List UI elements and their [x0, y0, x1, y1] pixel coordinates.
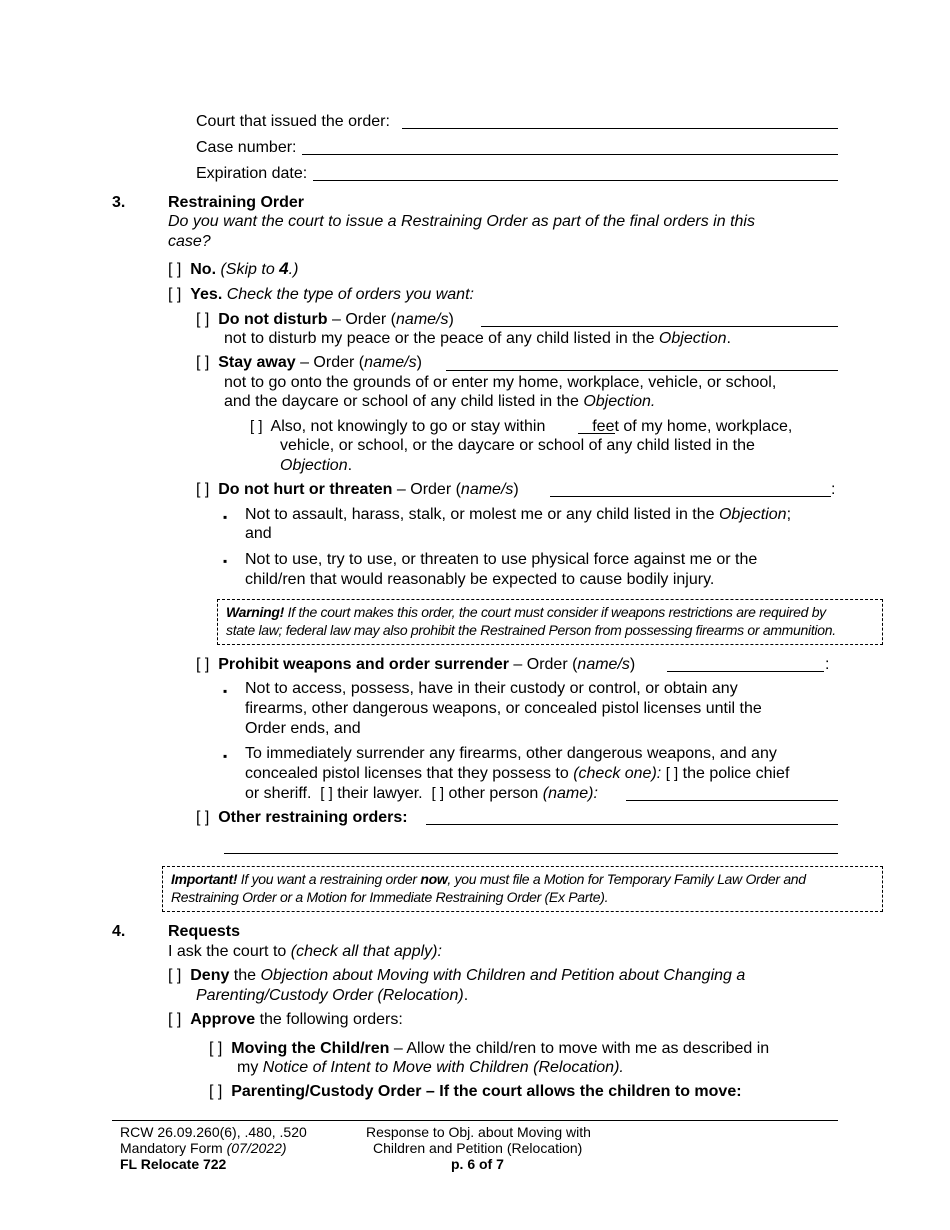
bullet-icon: ▪ — [223, 554, 228, 568]
do-not-hurt-colon: : — [831, 481, 836, 498]
approve-label: Approve — [190, 1011, 256, 1028]
parenting-order-option: [ ] Parenting/Custody Order – If the court allows the children to move: — [209, 1083, 742, 1100]
expiration-label: Expiration date: — [196, 165, 308, 182]
hurt-bullet-1-cont: and — [245, 525, 272, 542]
expiration-field[interactable] — [313, 180, 838, 181]
do-not-disturb-checkbox[interactable]: [ ] — [196, 311, 210, 328]
case-number-field[interactable] — [302, 154, 838, 155]
also-feet-field[interactable] — [578, 433, 615, 434]
no-checkbox[interactable]: [ ] — [168, 261, 182, 278]
other-person-name-field[interactable] — [626, 800, 838, 801]
no-note: (Skip to 4.) — [220, 259, 299, 278]
section-3-number: 3. — [112, 194, 126, 211]
weapons-bullet-1-end: Order ends, and — [245, 720, 361, 737]
do-not-disturb-label: Do not disturb — [218, 311, 328, 328]
stay-away-desc: not to go onto the grounds of or enter my home, workplace, vehicle, or school, — [224, 374, 777, 391]
hurt-bullet-2: Not to use, try to use, or threaten to use physical force against me or the — [245, 551, 758, 568]
moving-children-cont: my Notice of Intent to Move with Children (Relocation). — [237, 1059, 624, 1076]
also-checkbox[interactable]: [ ] — [250, 418, 263, 435]
do-not-disturb-option: [ ] Do not disturb – Order (name/s) — [196, 311, 454, 328]
police-chief-checkbox[interactable]: [ ] — [665, 765, 679, 782]
approve-checkbox[interactable]: [ ] — [168, 1011, 182, 1028]
court-field[interactable] — [402, 128, 838, 129]
section-3-title: Restraining Order — [168, 194, 305, 211]
important-box: Important! If you want a restraining order now, you must file a Motion for Temporary Family Law Order and Restraining Order or a Motion for Immediate Restraining Order (Ex Parte). — [162, 866, 883, 912]
weapons-bullet-1: Not to access, possess, have in their custody or control, or obtain any — [245, 680, 738, 697]
stay-away-checkbox[interactable]: [ ] — [196, 354, 210, 371]
parenting-order-checkbox[interactable]: [ ] — [209, 1083, 223, 1100]
also-desc-end: Objection. — [280, 457, 353, 474]
stay-away-label: Stay away — [218, 354, 296, 371]
weapons-bullet-2-cont: concealed pistol licenses that they possess to (check one): [ ] the police chief — [245, 765, 790, 782]
other-restraining-field-2[interactable] — [224, 853, 838, 854]
do-not-hurt-name-field[interactable] — [550, 496, 831, 497]
section-4-title: Requests — [168, 923, 241, 940]
footer-page-number: p. 6 of 7 — [451, 1156, 504, 1172]
footer-title-cont: Children and Petition (Relocation) — [373, 1140, 583, 1156]
yes-checkbox[interactable]: [ ] — [168, 286, 182, 303]
footer-rcw: RCW 26.09.260(6), .480, .520 — [120, 1124, 307, 1140]
other-restraining-option — [196, 808, 408, 828]
do-not-disturb-desc: not to disturb my peace or the peace of any child listed in the Objection. — [224, 330, 731, 347]
yes-option — [168, 285, 474, 305]
deny-checkbox[interactable]: [ ] — [168, 967, 182, 984]
bullet-icon: ▪ — [223, 749, 228, 763]
footer-form-id: FL Relocate 722 — [120, 1156, 227, 1172]
also-desc-cont: vehicle, or school, or the daycare or school of any child listed in the — [280, 437, 755, 454]
approve-option: [ ] Approve the following orders: — [168, 1011, 403, 1028]
do-not-hurt-option: [ ] Do not hurt or threaten – Order (name/s) — [196, 481, 519, 498]
yes-note: Check the type of orders you want: — [226, 286, 474, 303]
important-label: Important! — [171, 871, 238, 887]
also-option: [ ] Also, not knowingly to go or stay within feet of my home, workplace, — [250, 418, 793, 435]
prohibit-weapons-option: [ ] Prohibit weapons and order surrender – Order (name/s) — [196, 656, 636, 673]
warning-box: Warning! If the court makes this order, the court must consider if weapons restrictions are required by state law; federal law may also prohibit the Restrained Person from possessing firearms or ammunition. — [217, 599, 883, 645]
case-number-label: Case number: — [196, 139, 297, 156]
weapons-bullet-2: To immediately surrender any firearms, other dangerous weapons, and any — [245, 745, 777, 762]
deny-option-cont: Parenting/Custody Order (Relocation). — [196, 987, 469, 1004]
stay-away-name-field[interactable] — [446, 370, 838, 371]
deny-label: Deny — [190, 967, 230, 984]
moving-children-label: Moving the Child/ren — [231, 1040, 390, 1057]
do-not-hurt-label: Do not hurt or threaten — [218, 481, 393, 498]
prohibit-weapons-checkbox[interactable]: [ ] — [196, 656, 210, 673]
weapons-bullet-1-cont: firearms, other dangerous weapons, or concealed pistol licenses until the — [245, 700, 762, 717]
stay-away-option: [ ] Stay away – Order (name/s) — [196, 354, 422, 371]
stay-away-desc-cont: and the daycare or school of any child listed in the Objection. — [224, 393, 656, 410]
do-not-hurt-checkbox[interactable]: [ ] — [196, 481, 210, 498]
prohibit-weapons-label: Prohibit weapons and order surrender — [218, 656, 509, 673]
footer-mandatory: Mandatory Form (07/2022) — [120, 1140, 287, 1156]
bullet-icon: ▪ — [223, 510, 228, 524]
prohibit-weapons-colon: : — [825, 656, 830, 673]
bullet-icon: ▪ — [223, 684, 228, 698]
warning-label: Warning! — [226, 604, 285, 620]
footer-title: Response to Obj. about Moving with — [366, 1124, 591, 1140]
section-3-question: Do you want the court to issue a Restraining Order as part of the final orders in this — [168, 213, 755, 230]
prohibit-weapons-name-field[interactable] — [667, 671, 824, 672]
other-restraining-label: Other restraining orders: — [218, 809, 408, 826]
parenting-order-label: Parenting/Custody Order — [231, 1083, 422, 1100]
weapons-bullet-2-end: or sheriff. [ ] their lawyer. [ ] other person (name): — [245, 785, 598, 802]
deny-option: [ ] Deny the Objection about Moving with Children and Petition about Changing a — [168, 967, 746, 984]
moving-children-option: [ ] Moving the Child/ren – Allow the child/ren to move with me as described in — [209, 1040, 770, 1057]
yes-label: Yes. — [190, 286, 223, 303]
section-4-number: 4. — [112, 923, 126, 940]
moving-children-checkbox[interactable]: [ ] — [209, 1040, 223, 1057]
section-4-instruction: I ask the court to (check all that apply): — [168, 943, 442, 960]
other-restraining-field[interactable] — [426, 824, 838, 825]
no-option — [168, 259, 298, 280]
do-not-disturb-name-field[interactable] — [481, 326, 838, 327]
other-person-checkbox[interactable]: [ ] — [431, 785, 445, 802]
no-label: No. — [190, 261, 217, 278]
hurt-bullet-1: Not to assault, harass, stalk, or molest me or any child listed in the Objection; — [245, 506, 792, 523]
other-restraining-checkbox[interactable]: [ ] — [196, 809, 210, 826]
section-3-question-cont: case? — [168, 233, 211, 250]
court-label: Court that issued the order: — [196, 113, 390, 130]
hurt-bullet-2-cont: child/ren that would reasonably be expected to cause bodily injury. — [245, 571, 715, 588]
footer-divider — [112, 1120, 838, 1121]
their-lawyer-checkbox[interactable]: [ ] — [320, 785, 333, 802]
